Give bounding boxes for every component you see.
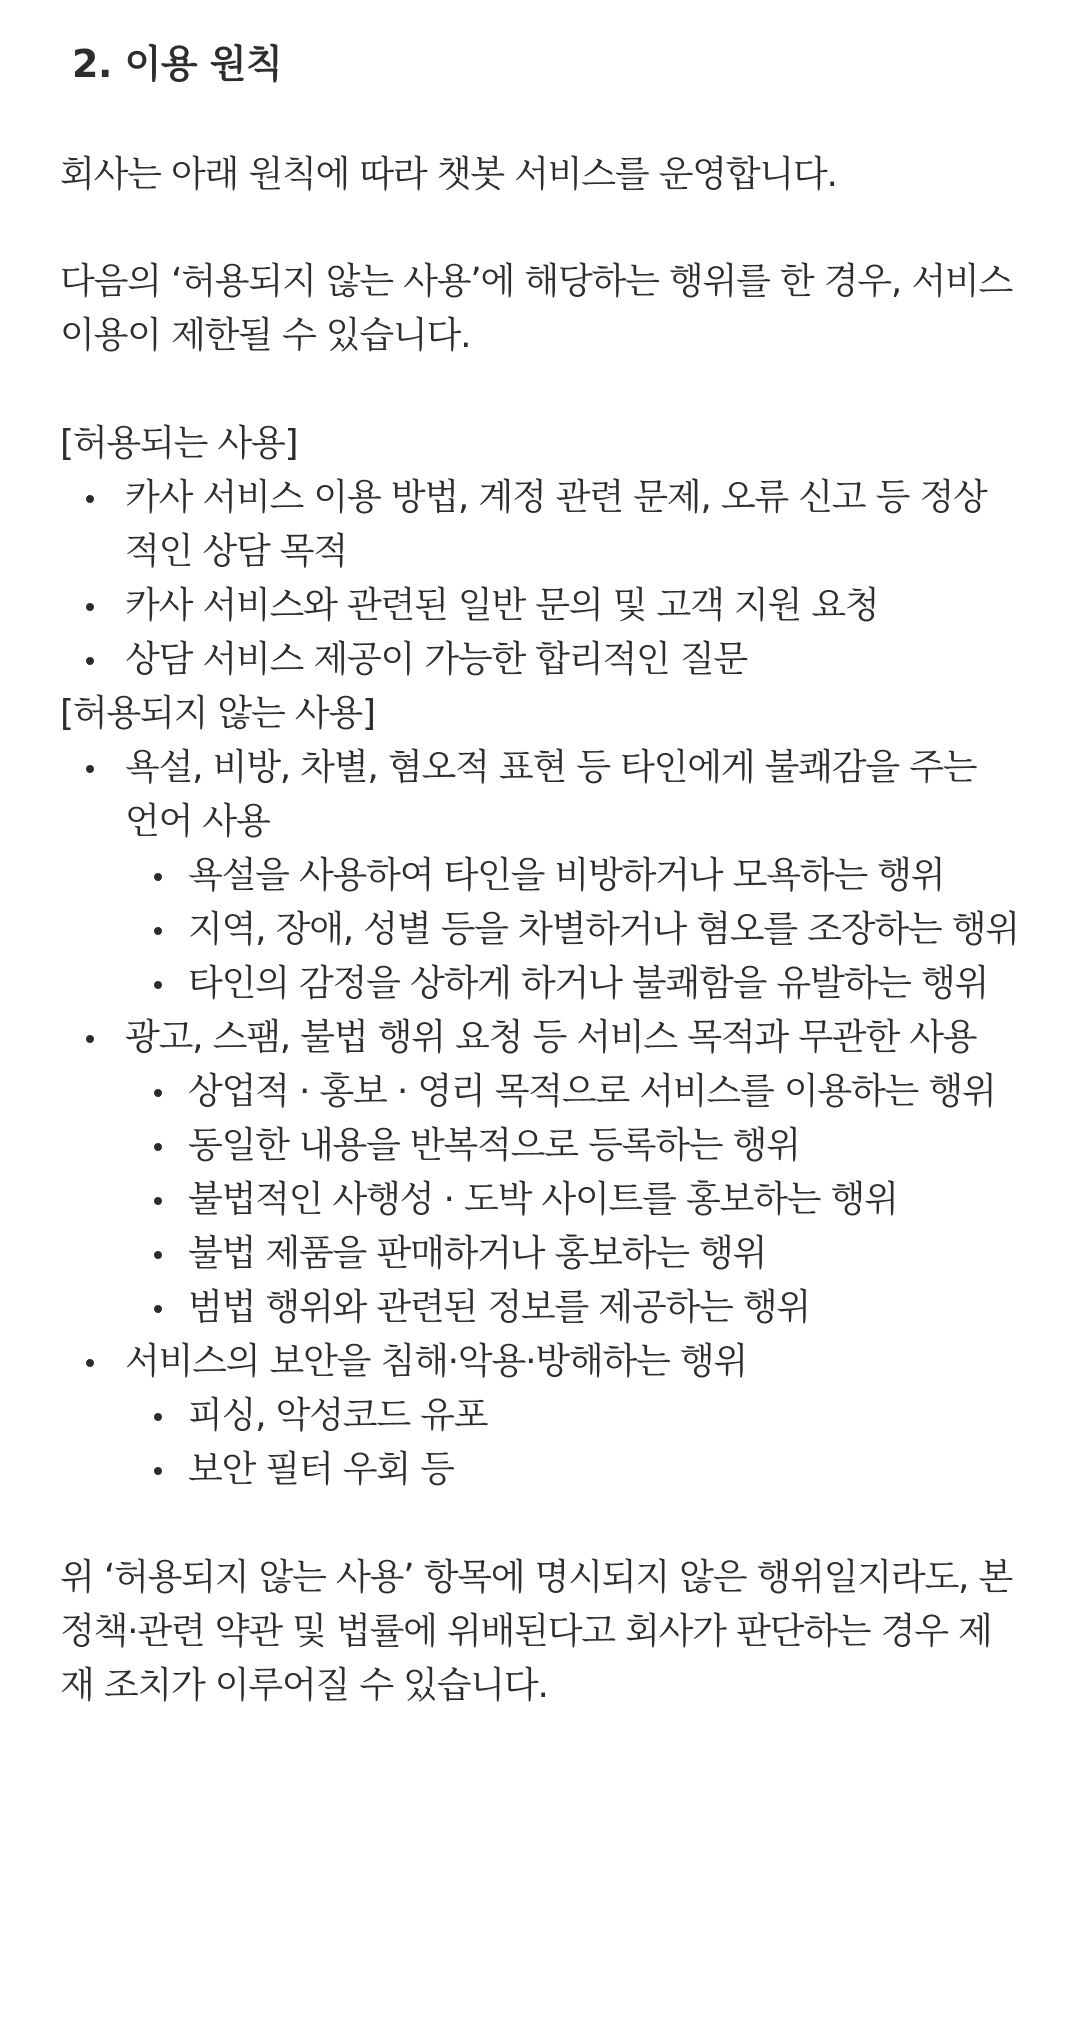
bullet-dot-icon (154, 1467, 162, 1475)
sub-list (125, 1065, 1020, 1335)
sub-list-item-text: 욕설을 사용하여 타인을 비방하거나 모욕하는 행위 (188, 854, 945, 896)
page-title: 2. 이용 원칙 (72, 42, 283, 86)
bullet-dot-icon (154, 1197, 162, 1205)
sub-list-item-text: 보안 필터 우회 등 (188, 1448, 454, 1490)
list-item-text: 서비스의 보안을 침해·악용·방해하는 행위 (125, 1340, 748, 1382)
sub-list-item (125, 1173, 1020, 1227)
sub-list (125, 849, 1020, 1011)
sub-list-item-text: 동일한 내용을 반복적으로 등록하는 행위 (188, 1124, 800, 1166)
sub-list-item (125, 903, 1020, 957)
bullet-dot-icon (86, 1035, 94, 1043)
sub-list-item-text: 지역, 장애, 성별 등을 차별하거나 혐오를 조장하는 행위 (188, 908, 1019, 950)
bullet-dot-icon (154, 1413, 162, 1421)
bullet-dot-icon (154, 981, 162, 989)
list-item-text: 카사 서비스와 관련된 일반 문의 및 고객 지원 요청 (125, 584, 879, 626)
list-item-text: 카사 서비스 이용 방법, 계정 관련 문제, 오류 신고 등 정상적인 상담 목적 (125, 476, 987, 572)
bullet-dot-icon (154, 873, 162, 881)
sub-list-item (125, 957, 1020, 1011)
bullet-dot-icon (86, 765, 94, 773)
bullet-dot-icon (154, 927, 162, 935)
sub-list-item-text: 불법 제품을 판매하거나 홍보하는 행위 (188, 1232, 767, 1274)
list-item (60, 471, 1020, 579)
sub-list-item (125, 1119, 1020, 1173)
bullet-dot-icon (86, 657, 94, 665)
closing-paragraph: 위 ‘허용되지 않는 사용’ 항목에 명시되지 않은 행위일지라도, 본 정책·관련 약관 및 법률에 위배된다고 회사가 판단하는 경우 제재 조치가 이루어질 수 있습니다. (60, 1556, 1013, 1706)
disallowed-use-label: [허용되지 않는 사용] (60, 692, 375, 734)
intro-paragraph: 회사는 아래 원칙에 따라 챗봇 서비스를 운영합니다. (60, 153, 837, 195)
bullet-dot-icon (154, 1251, 162, 1259)
list-item (60, 633, 1020, 687)
sub-list-item-text: 범법 행위와 관련된 정보를 제공하는 행위 (188, 1286, 811, 1328)
list-item-text: 상담 서비스 제공이 가능한 합리적인 질문 (125, 638, 748, 680)
allowed-use-list (60, 471, 1020, 687)
restriction-notice: 다음의 ‘허용되지 않는 사용’에 해당하는 행위를 한 경우, 서비스 이용이 제한될 수 있습니다. (60, 260, 1013, 356)
sub-list-item (125, 1443, 1020, 1497)
sub-list-item (125, 1389, 1020, 1443)
bullet-dot-icon (86, 1359, 94, 1367)
list-item (60, 741, 1020, 1011)
bullet-dot-icon (86, 495, 94, 503)
sub-list-item-text: 상업적 · 홍보 · 영리 목적으로 서비스를 이용하는 행위 (188, 1070, 996, 1112)
disallowed-use-list (60, 741, 1020, 1497)
bullet-dot-icon (154, 1305, 162, 1313)
sub-list-item (125, 1227, 1020, 1281)
sub-list-item (125, 1281, 1020, 1335)
allowed-use-label: [허용되는 사용] (60, 422, 298, 464)
sub-list-item-text: 피싱, 악성코드 유포 (188, 1394, 488, 1436)
list-item-text: 광고, 스팸, 불법 행위 요청 등 서비스 목적과 무관한 사용 (125, 1016, 977, 1058)
list-item (60, 1011, 1020, 1335)
list-item-text: 욕설, 비방, 차별, 혐오적 표현 등 타인에게 불쾌감을 주는 언어 사용 (125, 746, 977, 842)
bullet-dot-icon (86, 603, 94, 611)
bullet-dot-icon (154, 1143, 162, 1151)
sub-list-item (125, 849, 1020, 903)
bullet-dot-icon (154, 1089, 162, 1097)
sub-list-item-text: 불법적인 사행성 · 도박 사이트를 홍보하는 행위 (188, 1178, 898, 1220)
list-item (60, 1335, 1020, 1497)
sub-list-item (125, 1065, 1020, 1119)
sub-list (125, 1389, 1020, 1497)
sub-list-item-text: 타인의 감정을 상하게 하거나 불쾌함을 유발하는 행위 (188, 962, 989, 1004)
list-item (60, 579, 1020, 633)
